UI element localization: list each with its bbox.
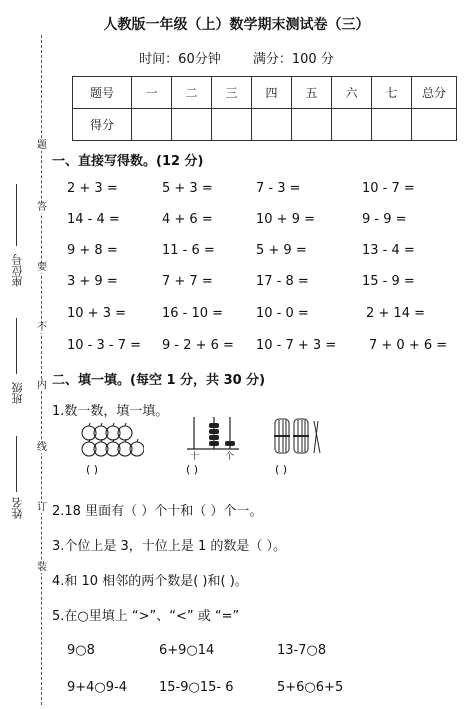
compare-problem: 9○8: [67, 643, 95, 658]
score-header-cell: 二: [172, 77, 212, 109]
svg-text:个: 个: [225, 452, 235, 461]
arith-problem: 10 - 7 + 3 =: [256, 338, 337, 353]
exam-full-score: 满分：100 分: [252, 52, 334, 67]
arith-problem: 2 + 14 =: [366, 306, 425, 321]
arith-problem: 5 + 9 =: [256, 243, 307, 258]
q1-answer-blank[interactable]: ( ): [275, 463, 288, 476]
question-1: 1.数一数，填一填。: [52, 404, 169, 419]
score-input-cell[interactable]: [212, 109, 252, 141]
score-header-cell: 三: [212, 77, 252, 109]
arith-problem: 16 - 10 =: [162, 306, 224, 321]
arith-problem: 3 + 9 =: [67, 274, 118, 289]
margin-char: 要: [37, 262, 47, 273]
stick-bundles-picture: [272, 417, 324, 457]
arith-problem: 9 + 8 =: [67, 243, 118, 258]
score-header-cell: 七: [372, 77, 412, 109]
compare-problem: 6+9○14: [159, 643, 215, 658]
arith-problem: 17 - 8 =: [256, 274, 309, 289]
score-header-cell: 一: [132, 77, 172, 109]
arith-problem: 13 - 4 =: [362, 243, 415, 258]
arith-problem: 10 - 7 =: [362, 181, 415, 196]
margin-char: 线: [37, 442, 47, 453]
seat-number-line[interactable]: [16, 184, 17, 246]
arith-problem: 7 + 7 =: [162, 274, 213, 289]
exam-time: 时间：60分钟: [139, 52, 221, 67]
q1-answer-blank[interactable]: ( ): [186, 463, 199, 476]
arith-problem: 4 + 6 =: [162, 212, 213, 227]
compare-problem: 13-7○8: [277, 643, 327, 658]
section2-title: 二、填一填。(每空 1 分，共 30 分): [52, 373, 266, 388]
question-2: 2.18 里面有（ ）个十和（ ）个一。: [52, 504, 263, 519]
score-header-cell: 四: [252, 77, 292, 109]
arith-problem: 10 + 3 =: [67, 306, 126, 321]
arith-problem: 14 - 4 =: [67, 212, 120, 227]
svg-text:十: 十: [190, 452, 200, 461]
arith-problem: 7 - 3 =: [256, 181, 301, 196]
arith-problem: 10 - 0 =: [256, 306, 309, 321]
binding-line: [41, 35, 42, 705]
score-input-cell[interactable]: [412, 109, 457, 141]
arith-problem: 9 - 9 =: [362, 212, 407, 227]
score-header-cell: 题号: [73, 77, 132, 109]
page-title: 人教版一年级（上）数学期末测试卷（三）: [103, 17, 370, 33]
score-table: [72, 76, 457, 141]
q1-answer-blank[interactable]: ( ): [86, 463, 99, 476]
question-5: 5.在○里填上 “>”、“<” 或 “=”: [52, 609, 240, 624]
score-header-cell: 五: [292, 77, 332, 109]
score-table-header-row: [73, 77, 457, 109]
score-input-cell[interactable]: [332, 109, 372, 141]
question-4: 4.和 10 相邻的两个数是( )和( )。: [52, 574, 248, 589]
apples-picture: [80, 423, 144, 459]
class-line[interactable]: [16, 318, 17, 374]
score-input-cell[interactable]: [172, 109, 212, 141]
arith-problem: 7 + 0 + 6 =: [369, 338, 448, 353]
abacus-picture: [185, 411, 241, 461]
margin-char: 内: [37, 380, 47, 391]
arith-problem: 10 - 3 - 7 =: [67, 338, 142, 353]
margin-char: 订: [37, 502, 47, 513]
score-row-label: 得分: [73, 109, 132, 141]
arith-problem: 11 - 6 =: [162, 243, 215, 258]
compare-problem: 15-9○15- 6: [159, 680, 234, 695]
score-table-score-row: [73, 109, 457, 141]
score-header-cell: 六: [332, 77, 372, 109]
margin-char: 装: [37, 562, 47, 573]
arith-problem: 2 + 3 =: [67, 181, 118, 196]
compare-problem: 5+6○6+5: [277, 680, 344, 695]
class-label: 班级: [11, 382, 24, 404]
arith-problem: 10 + 9 =: [256, 212, 315, 227]
arith-problem: 9 - 2 + 6 =: [162, 338, 234, 353]
arith-problem: 15 - 9 =: [362, 274, 415, 289]
score-input-cell[interactable]: [372, 109, 412, 141]
margin-char: 题: [37, 140, 47, 151]
exam-info: [0, 48, 473, 67]
score-input-cell[interactable]: [292, 109, 332, 141]
name-label: 姓名: [11, 497, 24, 519]
score-header-cell: 总分: [412, 77, 457, 109]
margin-char: 答: [37, 202, 47, 213]
question-3: 3.个位上是 3，十位上是 1 的数是（ ）。: [52, 539, 286, 554]
score-input-cell[interactable]: [252, 109, 292, 141]
margin-char: 不: [37, 322, 47, 333]
score-input-cell[interactable]: [132, 109, 172, 141]
compare-problem: 9+4○9-4: [67, 680, 128, 695]
seat-number-label: 座位号: [11, 254, 24, 287]
section1-title: 一、直接写得数。(12 分): [52, 154, 204, 169]
arith-problem: 5 + 3 =: [162, 181, 213, 196]
name-line[interactable]: [16, 436, 17, 492]
